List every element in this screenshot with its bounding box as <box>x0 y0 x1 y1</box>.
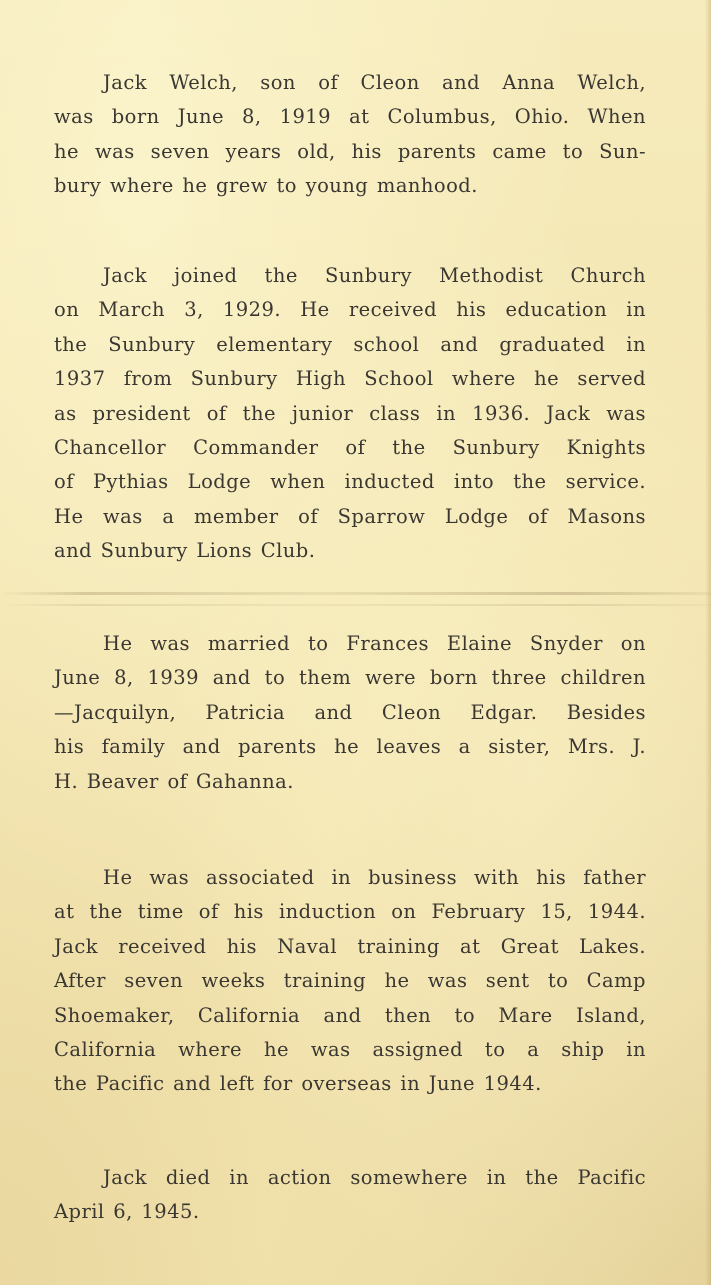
text-line: Jack died in action somewhere in the Pacific <box>103 1166 646 1189</box>
paper-fold-crease <box>0 592 711 595</box>
text-line: He was associated in business with his father <box>103 866 646 889</box>
text-line: Jack joined the Sunbury Methodist Church <box>103 264 646 287</box>
text-line: He was a member of Sparrow Lodge of Masons <box>54 504 646 528</box>
paper-fold-crease <box>0 604 711 606</box>
text-line: 1937 from Sunbury High School where he served <box>54 367 646 391</box>
text-line: his family and parents he leaves a sister, Mrs. J. <box>54 735 646 759</box>
text-line: the Sunbury elementary school and graduated in <box>54 332 646 356</box>
paragraph-family <box>54 627 646 799</box>
text-line: on March 3, 1929. He received his education in <box>54 298 646 322</box>
text-line: of Pythias Lodge when inducted into the service. <box>54 470 646 494</box>
paragraph-birth <box>54 66 646 204</box>
text-line: California where he was assigned to a ship in <box>54 1038 646 1062</box>
text-line: Shoemaker, California and then to Mare Island, <box>54 1003 646 1027</box>
text-line: June 8, 1939 and to them were born three children <box>54 666 646 690</box>
paragraph-education <box>54 259 646 569</box>
text-line: he was seven years old, his parents came to Sun- <box>54 139 646 163</box>
text-line: and Sunbury Lions Club. <box>54 539 316 563</box>
text-line: —Jacquilyn, Patricia and Cleon Edgar. Besides <box>54 700 646 724</box>
text-line: Jack Welch, son of Cleon and Anna Welch, <box>103 71 646 94</box>
text-line: Chancellor Commander of the Sunbury Knights <box>54 436 646 460</box>
text-line: at the time of his induction on February 15, 1944. <box>54 900 646 924</box>
text-line: the Pacific and left for overseas in June 1944. <box>54 1072 542 1096</box>
paragraph-death <box>54 1161 646 1230</box>
text-line: After seven weeks training he was sent to Camp <box>54 969 646 993</box>
text-line: H. Beaver of Gahanna. <box>54 769 294 793</box>
text-line: was born June 8, 1919 at Columbus, Ohio. When <box>54 105 646 129</box>
text-line: bury where he grew to young manhood. <box>54 174 478 198</box>
paper-edge-shadow <box>705 0 711 1285</box>
text-line: Jack received his Naval training at Great Lakes. <box>54 934 646 958</box>
paragraph-service <box>54 861 646 1102</box>
text-line: as president of the junior class in 1936. Jack was <box>54 401 646 425</box>
text-line: He was married to Frances Elaine Snyder on <box>103 632 646 655</box>
text-line: April 6, 1945. <box>54 1200 200 1224</box>
